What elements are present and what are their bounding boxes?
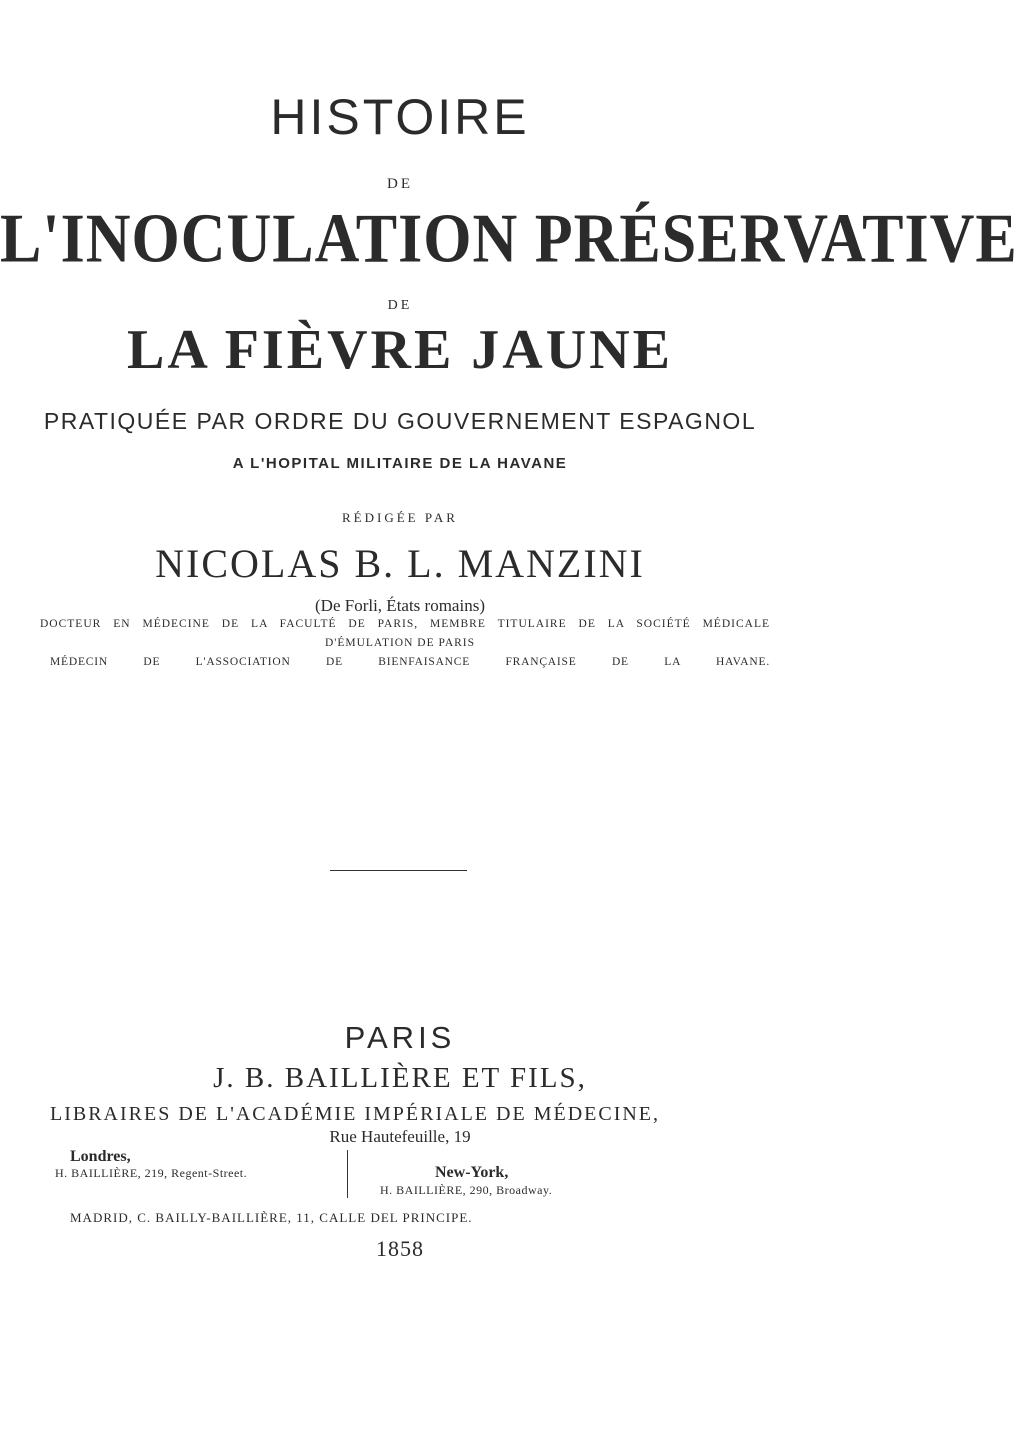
subtitle-pratiquee: PRATIQUÉE PAR ORDRE DU GOUVERNEMENT ESPAGNOL	[43, 408, 757, 434]
imprint-london-label: Londres,	[70, 1148, 131, 1165]
imprint-ny-label: New-York,	[435, 1164, 509, 1181]
title-de-1: DE	[387, 176, 413, 192]
imprint-year: 1858	[376, 1236, 424, 1261]
imprint-london-address: H. BAILLIÈRE, 219, Regent-Street.	[55, 1166, 248, 1180]
title-fievre-jaune: LA FIÈVRE JAUNE	[127, 319, 673, 381]
redigee-par: RÉDIGÉE PAR	[342, 510, 458, 525]
title-histoire: HISTOIRE	[270, 89, 530, 145]
imprint-publisher: J. B. BAILLIÈRE ET FILS,	[213, 1062, 587, 1094]
title-de-2: DE	[387, 298, 413, 313]
author-credentials-2: D'ÉMULATION DE PARIS	[324, 637, 476, 649]
imprint-city: PARIS	[344, 1020, 456, 1055]
imprint-address: Rue Hautefeuille, 19	[329, 1127, 471, 1146]
imprint-column-divider	[347, 1150, 348, 1198]
imprint-libraires: LIBRAIRES DE L'ACADÉMIE IMPÉRIALE DE MÉDECINE,	[50, 1103, 661, 1125]
imprint-madrid: MADRID, C. BAILLY-BAILLIÈRE, 11, CALLE DEL PRINCIPE.	[70, 1210, 473, 1225]
author-name: NICOLAS B. L. MANZINI	[155, 541, 645, 586]
divider-rule	[330, 870, 467, 871]
author-origin: (De Forli, États romains)	[315, 596, 485, 615]
imprint-ny-address: H. BAILLIÈRE, 290, Broadway.	[380, 1183, 553, 1197]
subtitle-hopital: A L'HOPITAL MILITAIRE DE LA HAVANE	[232, 455, 568, 472]
title-inoculation: L'INOCULATION PRÉSERVATIVE	[0, 201, 1018, 278]
author-credentials-1: DOCTEUR EN MÉDECINE DE LA FACULTÉ DE PARIS, MEMBRE TITULAIRE DE LA SOCIÉTÉ MÉDICALE	[40, 618, 770, 630]
author-credentials-3: MÉDECIN DE L'ASSOCIATION DE BIENFAISANCE FRANÇAISE DE LA HAVANE.	[50, 656, 770, 668]
